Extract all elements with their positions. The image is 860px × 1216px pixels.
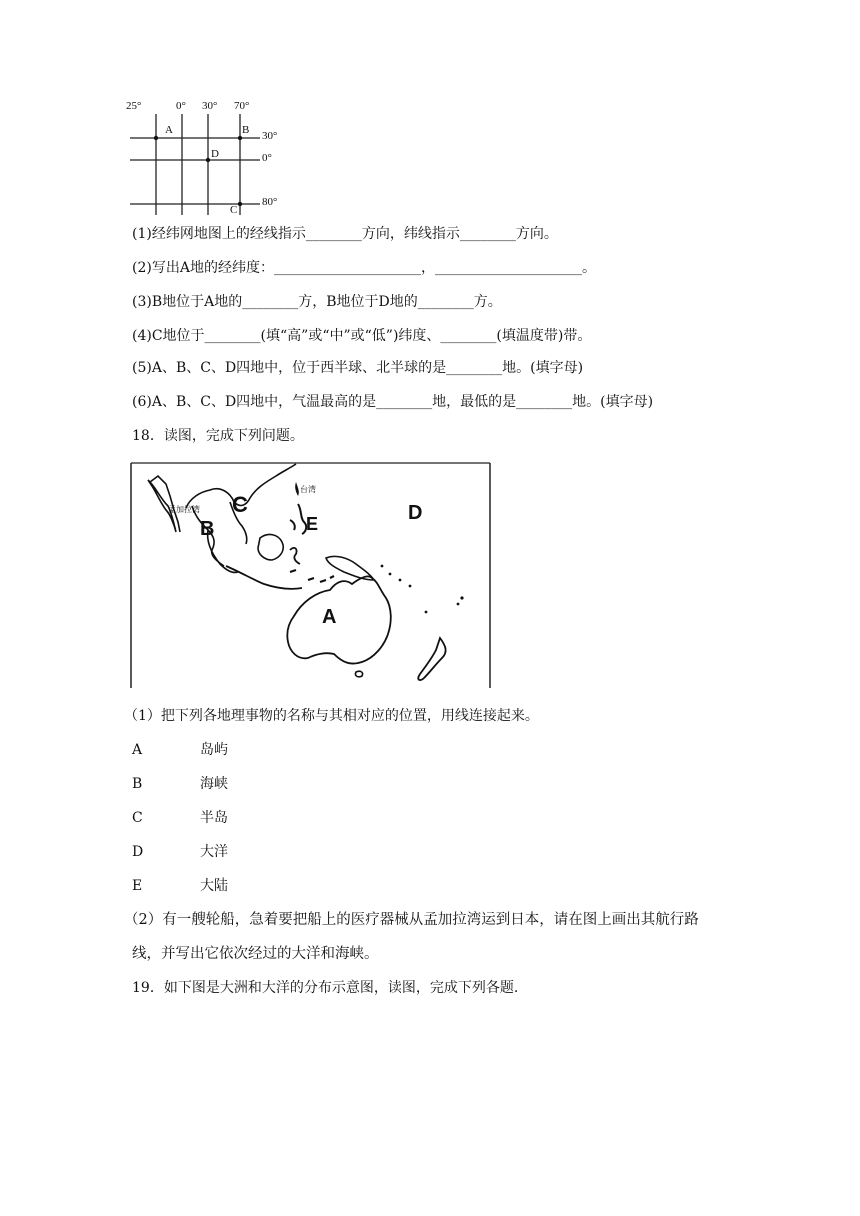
match-name-d: 大洋 <box>200 844 228 860</box>
point-b-dot <box>238 136 242 140</box>
match-letter-d: D <box>132 844 144 860</box>
map-label-taiwan: 台湾 <box>300 485 316 494</box>
q17-sub2: (2)写出A地的经纬度：_____________________，_____________________。 <box>132 260 596 276</box>
match-letter-c: C <box>132 810 143 826</box>
point-a-label: A <box>165 124 173 136</box>
q18-title: 18．读图，完成下列问题。 <box>132 428 304 444</box>
q17-sub6: (6)A、B、C、D四地中，气温最高的是________地，最低的是________地。(填字母) <box>132 394 654 410</box>
match-name-b: 海峡 <box>200 776 228 792</box>
asia-oceania-map <box>130 462 492 690</box>
match-letter-a: A <box>132 742 143 758</box>
point-c-dot <box>238 202 242 206</box>
point-b-label: B <box>242 124 250 136</box>
lon-label-25: 25° <box>126 100 142 112</box>
lat-label-0: 0° <box>262 152 272 164</box>
lat-label-30: 30° <box>262 130 278 142</box>
lon-label-0: 0° <box>176 100 186 112</box>
lon-label-30: 30° <box>202 100 218 112</box>
q19-title: 19．如下图是大洲和大洋的分布示意图，读图，完成下列各题. <box>132 980 519 996</box>
map-label-e: E <box>306 514 319 534</box>
match-name-a: 岛屿 <box>200 742 228 758</box>
lat-long-grid-figure <box>126 100 286 218</box>
q17-sub3: (3)B地位于A地的________方，B地位于D地的________方。 <box>132 294 502 310</box>
point-d-dot <box>206 158 210 162</box>
lon-label-70: 70° <box>234 100 250 112</box>
match-name-e: 大陆 <box>200 878 228 894</box>
map-label-a: A <box>322 606 337 628</box>
q17-sub4: (4)C地位于________(填“高”或“中”或“低”)纬度、________(填温度带)带。 <box>132 328 592 344</box>
q18-sub2-line1: （2）有一艘轮船，急着要把船上的医疗器械从孟加拉湾运到日本，请在图上画出其航行路 <box>124 912 699 928</box>
match-letter-e: E <box>132 878 143 894</box>
point-d-label: D <box>211 148 219 160</box>
lat-label-80: 80° <box>262 196 278 208</box>
map-label-b: B <box>200 518 215 540</box>
point-c-label: C <box>230 204 238 216</box>
match-letter-b: B <box>132 776 143 792</box>
q17-sub1: (1)经纬网地图上的经线指示________方向，纬线指示________方向。 <box>132 226 558 242</box>
map-label-d: D <box>408 502 423 524</box>
map-label-c: C <box>232 492 248 517</box>
map-outline <box>130 462 492 690</box>
q18-sub1: （1）把下列各地理事物的名称与其相对应的位置，用线连接起来。 <box>124 708 539 724</box>
point-a-dot <box>154 136 158 140</box>
q18-sub2-line2: 线，并写出它依次经过的大洋和海峡。 <box>132 946 379 962</box>
match-name-c: 半岛 <box>200 810 228 826</box>
q17-sub5: (5)A、B、C、D四地中，位于西半球、北半球的是________地。(填字母) <box>132 360 584 376</box>
map-label-bay-of-bengal: 孟加拉湾 <box>168 505 200 514</box>
